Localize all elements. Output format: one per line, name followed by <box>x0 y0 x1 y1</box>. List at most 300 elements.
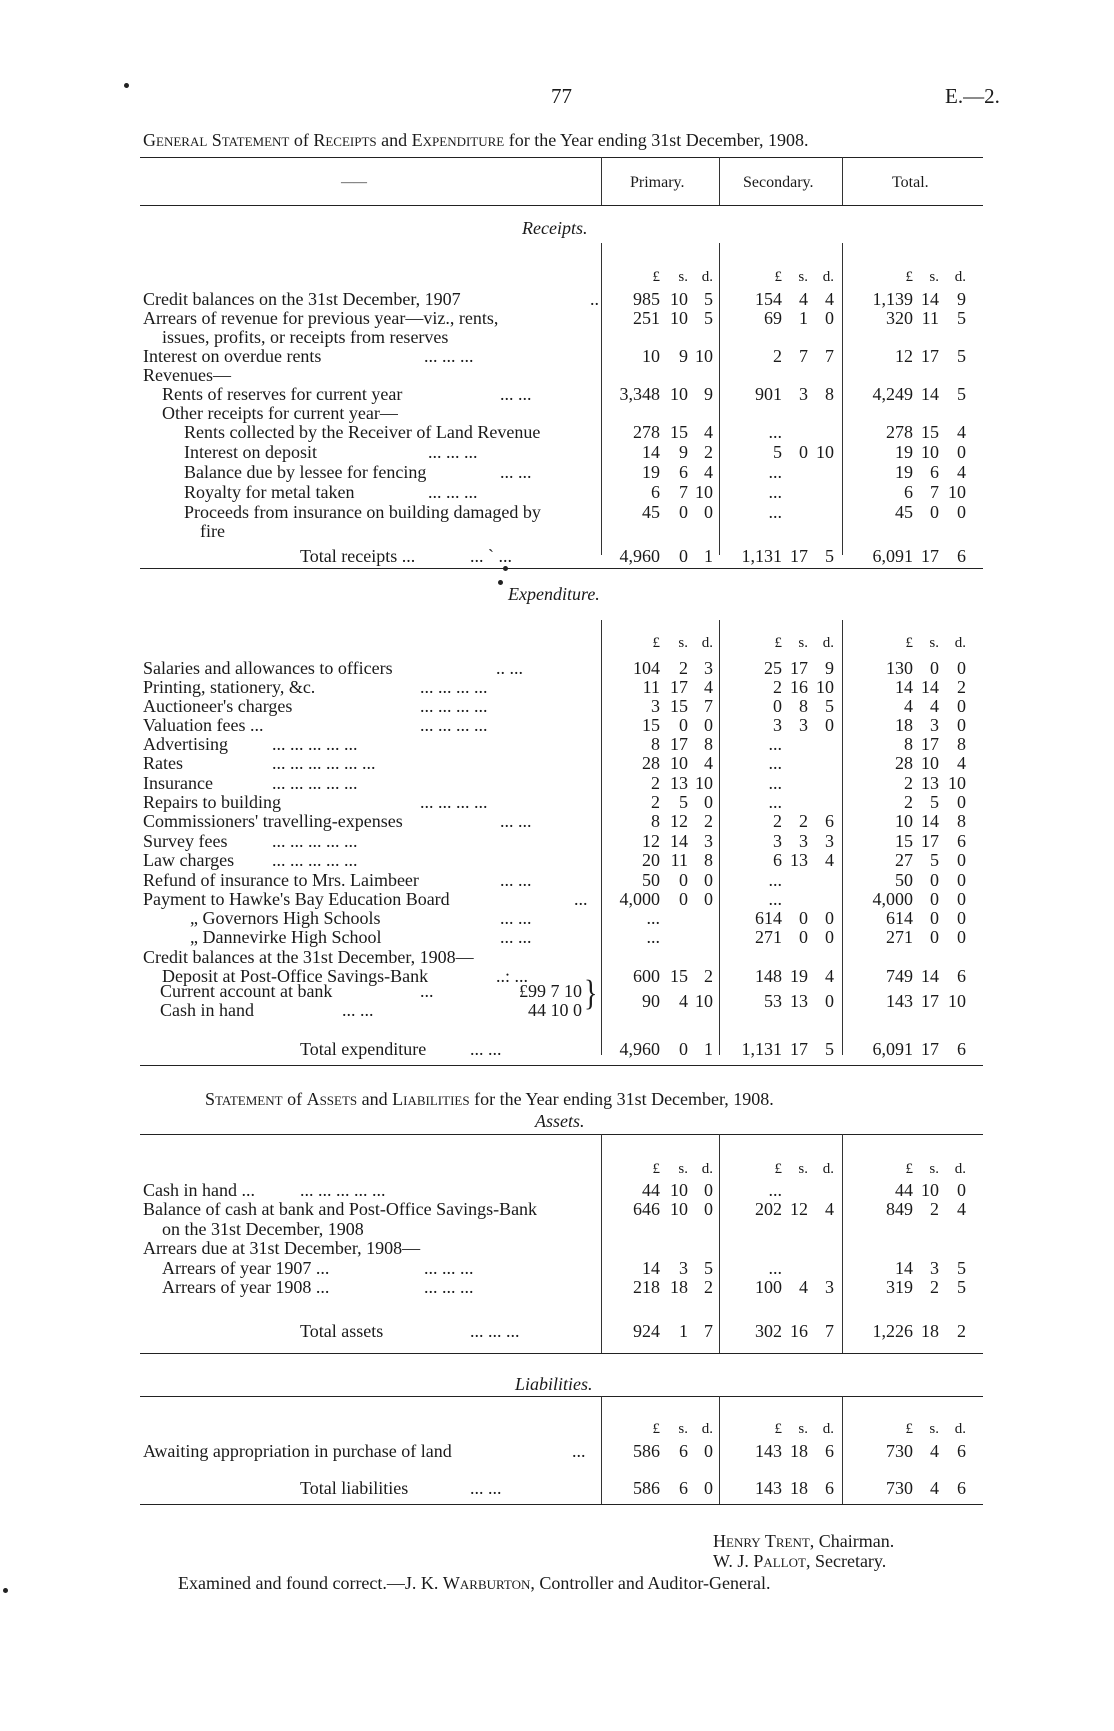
row-label: Printing, stationery, &c. <box>143 677 316 697</box>
row-amount-t-shillings: 14 <box>921 384 939 404</box>
row-amount-s-pounds: ... <box>768 773 782 793</box>
unit-pence: d. <box>822 635 834 651</box>
row-leader-dots: .. <box>590 289 599 309</box>
row-amount-p-pence: 5 <box>704 1258 713 1278</box>
total-amount-p-shillings: 6 <box>679 1478 688 1498</box>
row-leader-dots: ... <box>574 889 588 909</box>
auditor-name: Warburton <box>442 1573 531 1593</box>
unit-shilling: s. <box>798 1421 808 1437</box>
row-amount-p-pounds: ... <box>646 927 660 947</box>
row-amount-s-pounds: 2 <box>773 811 782 831</box>
row-amount-s-shillings: 13 <box>790 850 808 870</box>
row-amount-p-shillings: 10 <box>670 1199 688 1219</box>
title-and: and <box>361 1089 388 1109</box>
row-leader-dots: ... ... <box>500 811 532 831</box>
row-amount-p-pence: 5 <box>704 308 713 328</box>
row-amount-p-pounds: 251 <box>633 308 660 328</box>
row-amount-t-shillings: 4 <box>930 1441 939 1461</box>
row-amount-p-pence: 10 <box>695 482 713 502</box>
row-amount-t-pounds: 50 <box>895 870 913 890</box>
examined-text: Examined and found correct.—J. K. <box>178 1573 439 1593</box>
row-amount-p-pounds: 646 <box>633 1199 660 1219</box>
total-amount-t-pounds: 730 <box>886 1478 913 1498</box>
row-amount-p-pounds: 44 <box>642 1180 660 1200</box>
row-amount-p-shillings: 17 <box>670 734 688 754</box>
row-amount-s-pence: 4 <box>825 966 834 986</box>
title-general-statement: General Statement <box>143 130 290 150</box>
row-amount-p-shillings: 0 <box>679 889 688 909</box>
row-amount-s-pence: 0 <box>825 927 834 947</box>
row-leader-dots: ... ... ... <box>428 442 478 462</box>
row-amount-t-pence: 8 <box>957 811 966 831</box>
unit-shilling: s. <box>798 1161 808 1177</box>
row-amount-s-pounds: 3 <box>773 715 782 735</box>
row-amount-p-pence: 8 <box>704 850 713 870</box>
row-amount-t-pence: 0 <box>957 908 966 928</box>
row-amount-s-pounds: 614 <box>755 908 782 928</box>
row-amount-t-pence: 0 <box>957 870 966 890</box>
row-amount-t-pounds: 6 <box>904 482 913 502</box>
row-amount-t-shillings: 13 <box>921 773 939 793</box>
row-amount-s-pounds: ... <box>768 482 782 502</box>
row-amount-s-pence: 3 <box>825 1277 834 1297</box>
current-account-amount: £99 7 10 <box>519 981 582 1001</box>
row-amount-t-pounds: 749 <box>886 966 913 986</box>
assets-top-rule <box>140 1134 983 1135</box>
row-label: Law charges <box>143 850 235 870</box>
current-account-label: Current account at bank <box>160 981 333 1001</box>
column-divider <box>719 157 720 205</box>
row-label: Repairs to building <box>143 792 281 812</box>
unit-shilling: s. <box>798 635 808 651</box>
row-amount-t-pounds: 12 <box>895 346 913 366</box>
row-label: Valuation fees ... <box>143 715 264 735</box>
row-amount-s-pounds: ... <box>768 1258 782 1278</box>
row-label: „ Dannevirke High School <box>190 927 382 947</box>
row-label: „ Governors High Schools <box>190 908 381 928</box>
row-label: Awaiting appropriation in purchase of land <box>143 1441 452 1461</box>
row-amount-t-shillings: 10 <box>921 753 939 773</box>
row-amount-p-pounds: 3 <box>651 696 660 716</box>
row-label: on the 31st December, 1908 <box>162 1219 364 1239</box>
row-amount-s-pounds: 53 <box>764 991 782 1011</box>
title-of: of <box>287 1089 303 1109</box>
unit-shilling: s. <box>929 269 939 285</box>
row-amount-t-shillings: 17 <box>921 991 939 1011</box>
row-amount-s-shillings: 12 <box>790 1199 808 1219</box>
unit-shilling: s. <box>678 1161 688 1177</box>
row-label: Payment to Hawke's Bay Education Board <box>143 889 450 909</box>
row-amount-t-shillings: 14 <box>921 811 939 831</box>
row-amount-s-shillings: 0 <box>799 442 808 462</box>
row-amount-t-pounds: 614 <box>886 908 913 928</box>
total-column-header: Total. <box>892 174 929 191</box>
row-amount-s-pence: 4 <box>825 850 834 870</box>
title-receipts: Receipts <box>313 130 377 150</box>
row-amount-p-pence: 4 <box>704 462 713 482</box>
unit-pound: £ <box>774 635 782 651</box>
receipts-total-rule <box>140 568 983 569</box>
row-leader-dots: ... ... ... ... ... <box>272 773 358 793</box>
row-amount-t-pence: 0 <box>957 502 966 522</box>
row-amount-s-shillings: 7 <box>799 346 808 366</box>
row-amount-s-shillings: 4 <box>799 289 808 309</box>
unit-pound: £ <box>652 269 660 285</box>
unit-pound: £ <box>774 1421 782 1437</box>
row-amount-t-pounds: 45 <box>895 502 913 522</box>
table-bottom-rule <box>140 1065 983 1066</box>
row-amount-p-shillings: 10 <box>670 308 688 328</box>
row-amount-p-pence: 10 <box>695 773 713 793</box>
row-label: Commissioners' travelling-expenses <box>143 811 403 831</box>
row-amount-s-pounds: 143 <box>755 1441 782 1461</box>
row-leader-dots: ..: ... <box>496 966 529 986</box>
margin-mark <box>124 83 129 88</box>
row-label: Arrears of year 1907 ... <box>162 1258 330 1278</box>
row-amount-s-pounds: 202 <box>755 1199 782 1219</box>
auditor-statement <box>178 1574 770 1592</box>
row-amount-p-shillings: 2 <box>679 658 688 678</box>
row-amount-p-shillings: 15 <box>670 422 688 442</box>
row-amount-p-pounds: 8 <box>651 734 660 754</box>
row-amount-t-pounds: 15 <box>895 831 913 851</box>
row-amount-t-pence: 0 <box>957 850 966 870</box>
unit-pound: £ <box>652 1161 660 1177</box>
row-amount-p-shillings: 10 <box>670 1180 688 1200</box>
row-leader-dots: ... ... <box>500 927 532 947</box>
total-leader-dots: ... ... ... <box>470 1321 520 1341</box>
row-amount-p-pounds: 3,348 <box>619 384 660 404</box>
row-amount-s-shillings: 0 <box>799 927 808 947</box>
unit-pound: £ <box>652 635 660 651</box>
row-amount-p-pounds: 50 <box>642 870 660 890</box>
row-amount-t-pounds: 8 <box>904 734 913 754</box>
row-leader-dots: ... ... <box>500 870 532 890</box>
total-amount-s-pence: 5 <box>825 1039 834 1059</box>
row-label: fire <box>200 521 225 541</box>
total-amount-t-pence: 6 <box>957 1039 966 1059</box>
row-amount-t-pounds: 10 <box>895 811 913 831</box>
row-amount-p-pence: 4 <box>704 422 713 442</box>
liabilities-heading: Liabilities. <box>515 1374 593 1394</box>
unit-pence: d. <box>701 269 713 285</box>
row-amount-t-pence: 4 <box>957 422 966 442</box>
row-amount-p-pounds: 218 <box>633 1277 660 1297</box>
row-amount-t-shillings: 14 <box>921 966 939 986</box>
row-amount-s-shillings: 3 <box>799 831 808 851</box>
row-label: Arrears of year 1908 ... <box>162 1277 330 1297</box>
row-amount-p-pounds: 4,000 <box>619 889 660 909</box>
secondary-column-header: Secondary. <box>743 174 814 191</box>
row-amount-s-pounds: 901 <box>755 384 782 404</box>
row-amount-s-pence: 4 <box>825 1199 834 1219</box>
secretary-initials: W. J. <box>713 1551 749 1571</box>
row-amount-t-pence: 5 <box>957 384 966 404</box>
unit-pence: d. <box>954 269 966 285</box>
main-title <box>143 131 808 149</box>
row-leader-dots: ... ... ... ... <box>420 696 488 716</box>
row-amount-t-pence: 0 <box>957 715 966 735</box>
assets-bottom-rule <box>140 1353 983 1354</box>
unit-pound: £ <box>905 1421 913 1437</box>
row-amount-t-pence: 10 <box>948 773 966 793</box>
row-amount-t-pounds: 18 <box>895 715 913 735</box>
unit-shilling: s. <box>929 1161 939 1177</box>
row-leader-dots: ... ... ... <box>428 482 478 502</box>
row-amount-t-pence: 0 <box>957 658 966 678</box>
unit-pence: d. <box>954 1161 966 1177</box>
row-amount-s-pence: 6 <box>825 811 834 831</box>
title-rest: for the Year ending 31st December, 1908. <box>508 130 809 150</box>
unit-pound: £ <box>774 1161 782 1177</box>
row-amount-p-shillings: 0 <box>679 502 688 522</box>
total-leader-dots: ... ... <box>470 1478 502 1498</box>
row-amount-s-pounds: ... <box>768 462 782 482</box>
row-amount-p-pence: 0 <box>704 1180 713 1200</box>
row-amount-t-shillings: 0 <box>930 870 939 890</box>
row-amount-p-pounds: 2 <box>651 792 660 812</box>
total-amount-t-pounds: 6,091 <box>872 1039 913 1059</box>
row-amount-t-shillings: 2 <box>930 1277 939 1297</box>
row-amount-p-pounds: 14 <box>642 442 660 462</box>
row-label: Other receipts for current year— <box>162 403 398 423</box>
row-amount-p-pounds: 45 <box>642 502 660 522</box>
total-amount-p-pence: 1 <box>704 546 713 566</box>
row-amount-t-shillings: 4 <box>930 696 939 716</box>
secretary-name: Pallot <box>753 1551 806 1571</box>
row-amount-p-shillings: 6 <box>679 462 688 482</box>
row-amount-p-pence: 0 <box>704 870 713 890</box>
unit-pence: d. <box>954 1421 966 1437</box>
unit-pound: £ <box>905 269 913 285</box>
row-label: Rents collected by the Receiver of Land Revenue <box>184 422 541 442</box>
row-amount-p-pounds: 6 <box>651 482 660 502</box>
row-label: Interest on deposit <box>184 442 317 462</box>
row-amount-t-pounds: 271 <box>886 927 913 947</box>
row-label: Advertising <box>143 734 228 754</box>
total-amount-t-shillings: 17 <box>921 1039 939 1059</box>
row-amount-t-shillings: 0 <box>930 927 939 947</box>
unit-pound: £ <box>774 269 782 285</box>
row-amount-t-pence: 5 <box>957 308 966 328</box>
title-rest: for the Year ending 31st December, 1908. <box>474 1089 774 1109</box>
row-amount-t-shillings: 0 <box>930 889 939 909</box>
row-amount-p-pence: 0 <box>704 1199 713 1219</box>
row-amount-p-shillings: 12 <box>670 811 688 831</box>
row-amount-t-pence: 4 <box>957 753 966 773</box>
row-amount-p-pence: 8 <box>704 734 713 754</box>
total-amount-s-pence: 7 <box>825 1321 834 1341</box>
row-amount-t-shillings: 3 <box>930 1258 939 1278</box>
row-amount-t-shillings: 0 <box>930 658 939 678</box>
row-amount-p-pence: 0 <box>704 792 713 812</box>
row-amount-s-pounds: 148 <box>755 966 782 986</box>
row-amount-t-pounds: 849 <box>886 1199 913 1219</box>
row-amount-p-pence: 10 <box>695 346 713 366</box>
row-amount-p-shillings: 9 <box>679 442 688 462</box>
total-label: Total assets <box>300 1321 384 1341</box>
row-amount-t-pence: 5 <box>957 346 966 366</box>
row-amount-s-shillings: 3 <box>799 715 808 735</box>
row-label: Refund of insurance to Mrs. Laimbeer <box>143 870 419 890</box>
total-amount-s-shillings: 18 <box>790 1478 808 1498</box>
row-label: Deposit at Post-Office Savings-Bank <box>162 966 429 986</box>
auditor-title: , Controller and Auditor-General. <box>530 1573 771 1593</box>
row-amount-p-pence: 3 <box>704 831 713 851</box>
row-label: Balance of cash at bank and Post-Office Savings-Bank <box>143 1199 538 1219</box>
unit-shilling: s. <box>678 269 688 285</box>
row-amount-t-pence: 6 <box>957 966 966 986</box>
row-amount-s-pounds: 271 <box>755 927 782 947</box>
title-expenditure: Expenditure <box>411 130 505 150</box>
table-top-rule <box>140 157 983 158</box>
row-amount-p-pence: 2 <box>704 1277 713 1297</box>
row-label: Rates <box>143 753 183 773</box>
row-amount-p-shillings: 0 <box>679 870 688 890</box>
row-label: Balance due by lessee for fencing <box>184 462 427 482</box>
row-amount-p-pence: 10 <box>695 991 713 1011</box>
cash-in-hand-dots: ... ... <box>342 1000 374 1020</box>
row-amount-p-pounds: 586 <box>633 1441 660 1461</box>
row-leader-dots: ... ... ... <box>424 1277 474 1297</box>
title-of: of <box>293 130 309 150</box>
unit-pound: £ <box>905 635 913 651</box>
row-amount-s-pence: 0 <box>825 308 834 328</box>
row-amount-s-pence: 10 <box>816 442 834 462</box>
row-label: Insurance <box>143 773 213 793</box>
row-amount-t-shillings: 2 <box>930 1199 939 1219</box>
row-leader-dots: ... ... ... ... ... <box>272 831 358 851</box>
row-amount-p-pounds: 8 <box>651 811 660 831</box>
row-amount-t-pence: 0 <box>957 889 966 909</box>
row-amount-t-shillings: 6 <box>930 462 939 482</box>
total-amount-s-shillings: 17 <box>790 546 808 566</box>
row-amount-p-pence: 4 <box>704 677 713 697</box>
total-amount-t-pounds: 1,226 <box>872 1321 913 1341</box>
row-label: Arrears due at 31st December, 1908— <box>143 1238 421 1258</box>
chairman-name: Henry Trent <box>713 1531 810 1551</box>
total-amount-p-pounds: 4,960 <box>619 1039 660 1059</box>
total-amount-p-pounds: 924 <box>633 1321 660 1341</box>
row-amount-s-pounds: ... <box>768 870 782 890</box>
row-amount-t-shillings: 0 <box>930 908 939 928</box>
row-amount-s-pounds: ... <box>768 422 782 442</box>
row-amount-t-pounds: 19 <box>895 442 913 462</box>
row-label: Cash in hand ... <box>143 1180 255 1200</box>
row-amount-s-shillings: 3 <box>799 384 808 404</box>
title-and: and <box>381 130 408 150</box>
chairman-title: , Chairman. <box>809 1531 895 1551</box>
row-amount-t-pence: 0 <box>957 696 966 716</box>
row-label: Arrears of revenue for previous year—viz., rents, <box>143 308 499 328</box>
total-amount-s-pence: 6 <box>825 1478 834 1498</box>
row-amount-t-pence: 5 <box>957 1258 966 1278</box>
total-amount-s-shillings: 17 <box>790 1039 808 1059</box>
row-amount-p-shillings: 15 <box>670 966 688 986</box>
total-amount-t-shillings: 17 <box>921 546 939 566</box>
unit-pence: d. <box>954 635 966 651</box>
row-amount-t-pounds: 4 <box>904 696 913 716</box>
row-amount-t-shillings: 14 <box>921 289 939 309</box>
liabilities-bottom-rule <box>140 1504 983 1505</box>
column-header-rule <box>140 205 983 206</box>
unit-pence: d. <box>822 269 834 285</box>
total-amount-p-pence: 0 <box>704 1478 713 1498</box>
row-amount-p-shillings: 7 <box>679 482 688 502</box>
column-divider <box>842 157 843 205</box>
row-amount-s-pounds: 0 <box>773 696 782 716</box>
row-amount-p-pounds: 19 <box>642 462 660 482</box>
row-amount-t-shillings: 14 <box>921 677 939 697</box>
row-amount-s-pounds: 2 <box>773 346 782 366</box>
column-divider <box>601 157 602 205</box>
row-amount-t-pounds: 14 <box>895 677 913 697</box>
row-amount-t-pounds: 130 <box>886 658 913 678</box>
row-amount-s-pounds: 25 <box>764 658 782 678</box>
title-statement: Statement <box>205 1089 283 1109</box>
secretary-title: , Secretary. <box>805 1551 887 1571</box>
cash-in-hand-label: Cash in hand <box>160 1000 254 1020</box>
row-label: Salaries and allowances to officers <box>143 658 393 678</box>
row-amount-t-shillings: 10 <box>921 442 939 462</box>
row-amount-p-pounds: 600 <box>633 966 660 986</box>
row-amount-t-pence: 4 <box>957 1199 966 1219</box>
row-amount-p-shillings: 4 <box>679 991 688 1011</box>
row-amount-s-shillings: 8 <box>799 696 808 716</box>
row-amount-p-pence: 4 <box>704 753 713 773</box>
row-amount-t-pence: 0 <box>957 927 966 947</box>
expenditure-heading: Expenditure. <box>508 584 600 604</box>
row-amount-p-pounds: 90 <box>642 991 660 1011</box>
row-amount-t-pence: 10 <box>948 991 966 1011</box>
row-label: Survey fees <box>143 831 228 851</box>
row-amount-p-pounds: 12 <box>642 831 660 851</box>
row-amount-p-pence: 2 <box>704 442 713 462</box>
row-amount-s-shillings: 17 <box>790 658 808 678</box>
row-amount-p-pounds: 28 <box>642 753 660 773</box>
total-leader-dots: ... ... <box>470 1039 502 1059</box>
row-amount-p-pence: 0 <box>704 889 713 909</box>
row-amount-t-shillings: 17 <box>921 831 939 851</box>
document-reference: E.—2. <box>945 84 1000 108</box>
row-amount-s-pounds: 154 <box>755 289 782 309</box>
row-amount-s-pounds: 3 <box>773 831 782 851</box>
total-label: Total expenditure <box>300 1039 427 1059</box>
secretary-signature <box>713 1552 886 1570</box>
total-amount-p-pence: 7 <box>704 1321 713 1341</box>
unit-shilling: s. <box>678 635 688 651</box>
row-amount-p-shillings: 0 <box>679 715 688 735</box>
row-amount-s-shillings: 19 <box>790 966 808 986</box>
row-amount-p-shillings: 10 <box>670 753 688 773</box>
row-amount-p-shillings: 14 <box>670 831 688 851</box>
row-leader-dots: ... ... <box>500 462 532 482</box>
row-amount-s-pounds: 5 <box>773 442 782 462</box>
row-amount-p-pence: 0 <box>704 1441 713 1461</box>
row-amount-s-pounds: 2 <box>773 677 782 697</box>
unit-pence: d. <box>701 1161 713 1177</box>
row-amount-s-pence: 8 <box>825 384 834 404</box>
row-amount-t-pounds: 143 <box>886 991 913 1011</box>
row-amount-t-pounds: 28 <box>895 753 913 773</box>
row-label: Proceeds from insurance on building damaged by <box>184 502 541 522</box>
row-amount-p-pounds: 10 <box>642 346 660 366</box>
title-assets: Assets <box>306 1089 358 1109</box>
row-label: Royalty for metal taken <box>184 482 355 502</box>
row-amount-p-pounds: ... <box>646 908 660 928</box>
total-amount-p-pence: 1 <box>704 1039 713 1059</box>
row-amount-p-pounds: 20 <box>642 850 660 870</box>
